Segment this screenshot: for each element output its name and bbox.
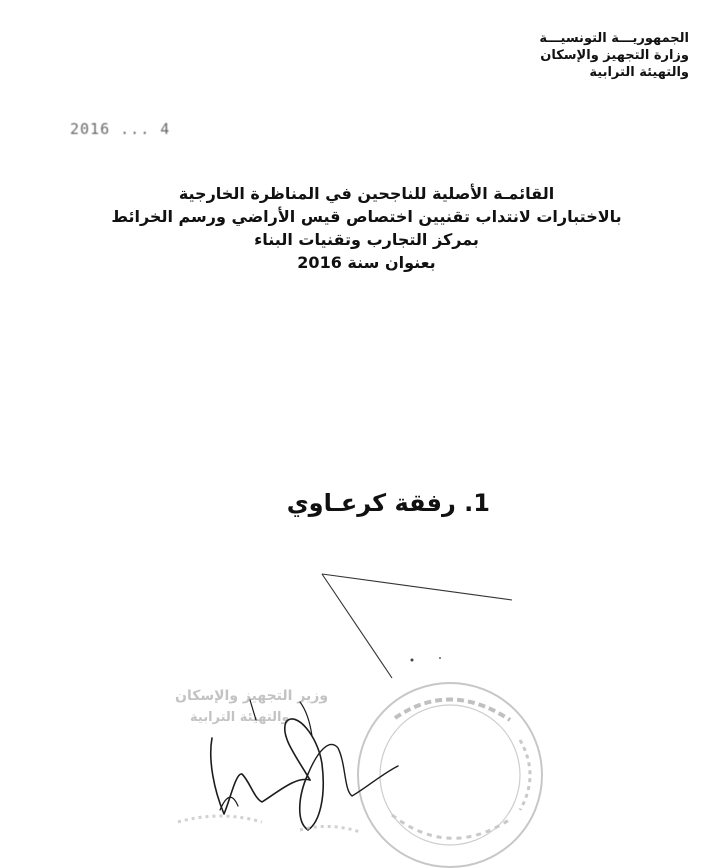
title-line-1: القائمـة الأصلية للناجحين في المناظرة الخارجية [178,184,555,203]
title-line-4: بعنوان سنة 2016 [297,253,436,272]
title-line-2: بالاختبارات لانتداب تقنيين اختصاص قيس الأراضي ورسم الخرائط [111,207,622,226]
handwritten-signature [211,700,398,830]
winner-list-item [250,488,490,518]
date-stamp: 2016 ... 4 [70,120,171,138]
signature-icon [0,560,713,868]
signature-stamp-area [0,560,713,868]
winner-name: رفقة كرعـاوي [286,489,456,517]
stamp-text-line-1: وزير التجهيز والإسكان [175,688,329,704]
stamp-text-line-2: والتهيئة الترابية [190,710,290,725]
header-republic: الجمهوريـــة التونسيـــة [539,31,689,46]
title-line-3: بمركز التجارب وتقنيات البناء [254,230,479,249]
header-ministry: وزارة التجهيز والإسكان [540,48,689,63]
official-seal-icon [358,683,542,867]
header-ministry-cont: والتهيئة الترابية [589,65,689,80]
winner-number: 1. [464,489,490,517]
document-title [60,182,673,274]
ministry-header [449,30,689,81]
